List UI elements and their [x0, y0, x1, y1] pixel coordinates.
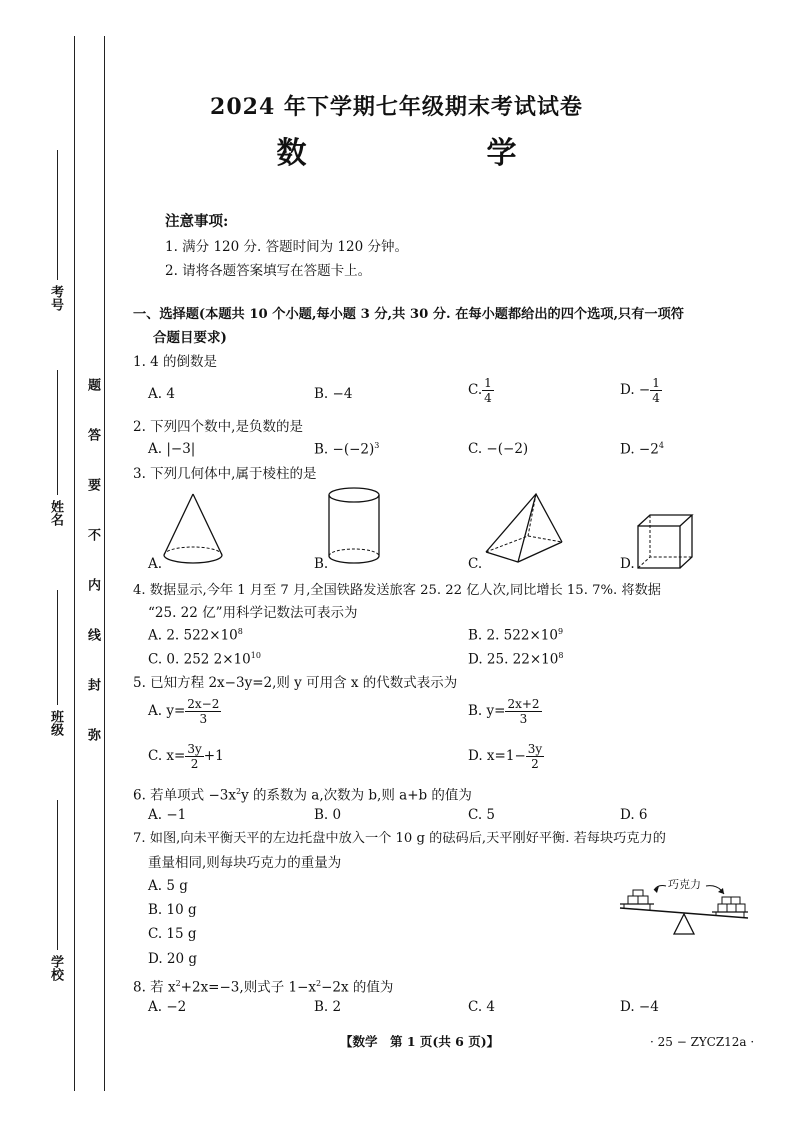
- option-text: B. y=: [468, 703, 506, 719]
- option-text: +1: [203, 748, 224, 764]
- superscript: 3: [374, 441, 380, 450]
- option-text: A. y=: [148, 703, 186, 719]
- school-line[interactable]: [57, 800, 58, 950]
- option-text: C. −(−2): [468, 441, 529, 457]
- class-line[interactable]: [57, 590, 58, 705]
- option-text: A. 4: [148, 386, 175, 402]
- field-label-name: 姓名: [48, 500, 63, 526]
- cube-figure: [636, 512, 696, 572]
- option-text: B. −4: [314, 386, 353, 402]
- fraction: [185, 697, 221, 726]
- q3-option-b[interactable]: [314, 556, 328, 572]
- denominator: 3: [199, 712, 208, 726]
- question-1-stem: 1. 4 的倒数是: [133, 354, 218, 370]
- q2-option-b[interactable]: [314, 441, 379, 458]
- q2-option-c[interactable]: [468, 441, 528, 457]
- option-text: C. 4: [468, 999, 496, 1015]
- numerator: 2x+2: [507, 697, 540, 711]
- option-text: D.: [620, 556, 635, 572]
- fraction: [526, 742, 544, 771]
- superscript: 2: [175, 979, 181, 988]
- balance-scale-figure: [614, 874, 754, 940]
- field-label-class: 班级: [48, 710, 63, 736]
- numerator: 1: [652, 376, 660, 390]
- superscript: 2: [235, 787, 242, 796]
- q7-option-d[interactable]: [148, 951, 197, 967]
- option-text: A. −2: [148, 999, 187, 1015]
- option-text: C. 15 g: [148, 926, 197, 942]
- notice-heading: 注意事项:: [165, 213, 229, 230]
- q6-option-a[interactable]: [148, 807, 186, 823]
- option-text: D. −: [620, 382, 651, 398]
- name-line[interactable]: [57, 370, 58, 495]
- question-2-stem: 2. 下列四个数中,是负数的是: [133, 419, 303, 435]
- q5-option-d[interactable]: [468, 742, 544, 771]
- denominator: 3: [519, 712, 528, 726]
- option-text: D. 20 g: [148, 951, 198, 967]
- option-text: D. −4: [620, 999, 659, 1015]
- q1-option-a[interactable]: [148, 386, 175, 402]
- q2-option-a[interactable]: [148, 441, 195, 457]
- seal-char: 答: [85, 428, 100, 441]
- section-heading-cont: 合题目要求): [153, 330, 227, 346]
- numerator: 2x−2: [187, 697, 220, 711]
- stem-text: −2x 的值为: [321, 979, 394, 996]
- stem-text: +2x=−3,则式子 1−x: [180, 979, 316, 996]
- fraction: [185, 742, 203, 771]
- option-text: C.: [468, 556, 483, 572]
- option-text: C. 5: [468, 807, 496, 823]
- numerator: 3y: [187, 742, 202, 756]
- q1-option-b[interactable]: [314, 386, 352, 402]
- option-text: B. 0: [314, 807, 342, 823]
- seal-char: 题: [85, 378, 100, 391]
- field-label-school: 学校: [48, 955, 63, 981]
- option-text: D. −2: [620, 441, 659, 458]
- seal-char: 弥: [85, 728, 100, 741]
- q7-option-c[interactable]: [148, 926, 197, 942]
- superscript: 8: [237, 627, 243, 636]
- superscript: 2: [316, 979, 322, 988]
- superscript: 9: [557, 627, 564, 636]
- q8-option-d[interactable]: [620, 999, 659, 1015]
- option-text: A. |−3|: [148, 441, 196, 457]
- option-text: C. x=: [148, 748, 186, 764]
- option-text: B. 2. 522×10: [468, 627, 558, 644]
- option-text: A.: [148, 556, 163, 572]
- field-label-exam-number: 考号: [48, 285, 63, 311]
- option-text: C.: [468, 382, 483, 398]
- option-text: A. −1: [148, 807, 187, 823]
- seal-char: 封: [85, 678, 100, 691]
- exam-title: 2024 年下学期七年级期末考试试卷: [210, 94, 583, 120]
- binding-line-outer: [74, 36, 75, 1091]
- q8-option-a[interactable]: [148, 999, 186, 1015]
- question-5-stem: 5. 已知方程 2x−3y=2,则 y 可用含 x 的代数式表示为: [133, 675, 458, 691]
- q1-option-c[interactable]: [468, 376, 494, 405]
- page-number: 【数学 第 1 页(共 6 页)】: [340, 1034, 500, 1049]
- q6-option-b[interactable]: [314, 807, 341, 823]
- notice-item: 2. 请将各题答案填写在答题卡上。: [165, 263, 372, 279]
- cone-figure: [160, 492, 230, 567]
- q3-option-d[interactable]: [620, 556, 635, 572]
- q8-option-c[interactable]: [468, 999, 495, 1015]
- option-text: C. 0. 252 2×10: [148, 651, 251, 668]
- q5-option-c[interactable]: [148, 742, 224, 771]
- q4-option-a[interactable]: [148, 627, 243, 644]
- option-text: B. 2: [314, 999, 342, 1015]
- q6-option-c[interactable]: [468, 807, 495, 823]
- q4-option-b[interactable]: [468, 627, 563, 644]
- q5-option-a[interactable]: [148, 697, 221, 726]
- denominator: 4: [652, 391, 660, 405]
- q8-option-b[interactable]: [314, 999, 341, 1015]
- numerator: 3y: [527, 742, 543, 756]
- option-text: D. x=1−: [468, 748, 526, 764]
- option-text: B. 10 g: [148, 902, 197, 918]
- seal-char: 内: [85, 578, 100, 591]
- stem-text: 6. 若单项式 −3x: [133, 787, 236, 804]
- option-text: D. 25. 22×10: [468, 651, 559, 668]
- question-4-stem-cont: “25. 22 亿”用科学记数法可表示为: [148, 605, 358, 621]
- q5-option-b[interactable]: [468, 697, 542, 726]
- option-text: A. 2. 522×10: [148, 627, 238, 644]
- seal-char: 要: [85, 478, 100, 491]
- question-3-stem: 3. 下列几何体中,属于棱柱的是: [133, 466, 317, 482]
- fraction: [650, 376, 662, 405]
- stem-text: y 的系数为 a,次数为 b,则 a+b 的值为: [241, 787, 472, 804]
- q1-option-d[interactable]: [620, 376, 662, 405]
- q4-option-c[interactable]: [148, 651, 261, 668]
- option-text: A. 5 g: [148, 878, 188, 894]
- paper-code: · 25 − ZYCZ12a ·: [650, 1035, 755, 1049]
- q7-option-b[interactable]: [148, 902, 197, 918]
- denominator: 4: [484, 391, 492, 405]
- question-6-stem: [133, 783, 472, 805]
- q6-option-d[interactable]: [620, 807, 648, 823]
- option-text: D. 6: [620, 807, 648, 823]
- stem-text: 8. 若 x: [133, 979, 176, 996]
- question-7-stem: 7. 如图,向未平衡天平的左边托盘中放入一个 10 g 的砝码后,天平刚好平衡. 若每块巧克力的: [133, 831, 666, 846]
- superscript: 4: [658, 441, 664, 450]
- chocolate-label: 巧克力: [668, 878, 701, 891]
- cylinder-figure: [328, 486, 388, 568]
- q4-option-d[interactable]: [468, 651, 563, 668]
- q2-option-d[interactable]: [620, 441, 664, 458]
- subject-title: 数 学: [276, 136, 557, 171]
- option-text: B. −(−2): [314, 441, 375, 458]
- notice-item: 1. 满分 120 分. 答题时间为 120 分钟。: [165, 239, 408, 255]
- superscript: 10: [250, 651, 261, 660]
- denominator: 2: [190, 757, 199, 771]
- fraction: [505, 697, 541, 726]
- option-text: B.: [314, 556, 329, 572]
- section-heading: 一、选择题(本题共 10 个小题,每小题 3 分,共 30 分. 在每小题都给出的四个选项,只有一项符: [133, 307, 684, 322]
- pyramid-figure: [478, 492, 573, 567]
- superscript: 8: [558, 651, 564, 660]
- fraction: [482, 376, 494, 405]
- binding-line-inner: [104, 36, 105, 1091]
- denominator: 2: [531, 757, 539, 771]
- question-8-stem: [133, 975, 393, 997]
- question-7-stem-cont: 重量相同,则每块巧克力的重量为: [148, 855, 342, 871]
- seal-char: 线: [85, 628, 100, 641]
- q7-option-a[interactable]: [148, 878, 188, 894]
- seal-char: 不: [85, 528, 100, 541]
- question-4-stem: 4. 数据显示,今年 1 月至 7 月,全国铁路发送旅客 25. 22 亿人次,同比增长 15. 7%. 将数据: [133, 583, 661, 598]
- numerator: 1: [484, 376, 492, 390]
